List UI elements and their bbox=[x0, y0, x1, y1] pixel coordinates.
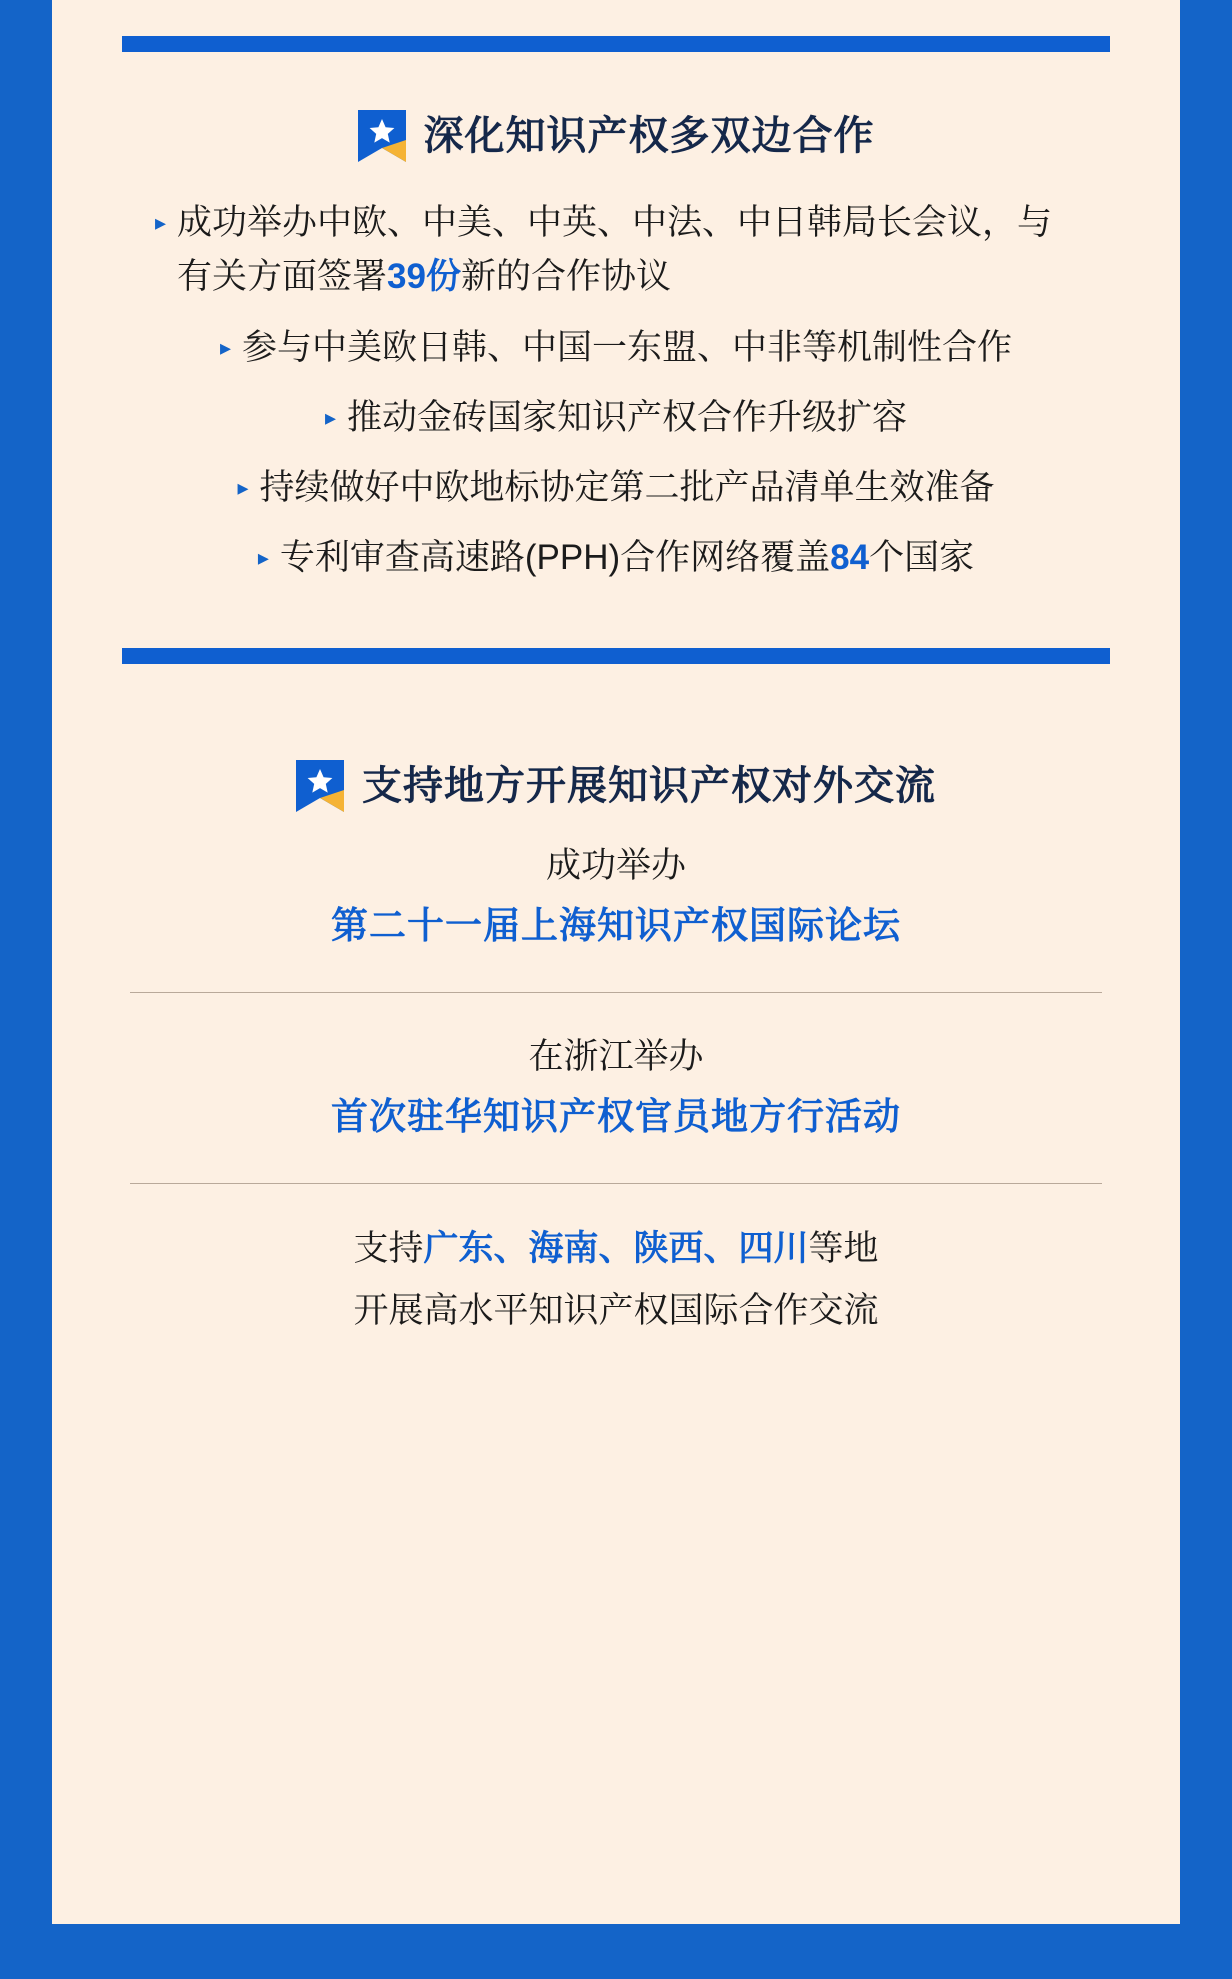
list-item bbox=[122, 321, 1110, 375]
section-2-heading bbox=[122, 760, 1110, 812]
list-item bbox=[122, 531, 1110, 585]
bookmark-star-icon bbox=[296, 760, 344, 812]
closing-line-1: 支持广东、海南、陕西、四川等地 bbox=[353, 1229, 879, 1269]
list-item bbox=[122, 461, 1110, 515]
list-item-text: 持续做好中欧地标协定第二批产品清单生效准备 bbox=[259, 468, 995, 507]
block-1-highlight: 第二十一届上海知识产权国际论坛 bbox=[331, 905, 901, 946]
list-item-text: 参与中美欧日韩、中国一东盟、中非等机制性合作 bbox=[241, 327, 1012, 367]
block-divider bbox=[130, 1183, 1102, 1184]
list-item bbox=[122, 391, 1110, 445]
section-1-heading bbox=[122, 110, 1110, 162]
section-2-block-2 bbox=[122, 1027, 1110, 1149]
section-1-bullet-list bbox=[122, 196, 1110, 586]
section-2-block-1 bbox=[122, 836, 1110, 958]
block-2-highlight: 首次驻华知识产权官员地方行活动 bbox=[331, 1096, 901, 1138]
block-2-lead: 在浙江举办 bbox=[528, 1036, 704, 1076]
bullet-marker-icon: ▸ bbox=[219, 334, 232, 360]
bookmark-star-icon bbox=[358, 110, 406, 162]
list-item bbox=[122, 196, 1110, 305]
closing-line-2: 开展高水平知识产权国际合作交流 bbox=[353, 1290, 879, 1330]
section-2-title: 支持地方开展知识产权对外交流 bbox=[362, 763, 936, 808]
bullet-marker-icon: ▸ bbox=[237, 475, 249, 500]
block-1-lead: 成功举办 bbox=[545, 845, 686, 885]
section-1-title: 深化知识产权多双边合作 bbox=[423, 114, 875, 158]
bullet-marker-icon: ▸ bbox=[324, 404, 337, 430]
top-rule-divider bbox=[122, 36, 1110, 52]
list-item-text: 成功举办中欧、中美、中英、中法、中日韩局长会议，与有关方面签署39份新的合作协议 bbox=[177, 203, 1053, 297]
middle-rule-divider bbox=[122, 648, 1110, 664]
content-card bbox=[52, 0, 1180, 1924]
block-divider bbox=[130, 992, 1102, 993]
bullet-marker-icon: ▸ bbox=[155, 210, 167, 235]
list-item-text: 推动金砖国家知识产权合作升级扩容 bbox=[346, 397, 907, 437]
bullet-marker-icon: ▸ bbox=[257, 545, 269, 571]
section-2-closing bbox=[122, 1218, 1110, 1341]
list-item-text: 专利审查高速路(PPH)合作网络覆盖84个国家 bbox=[279, 538, 975, 578]
